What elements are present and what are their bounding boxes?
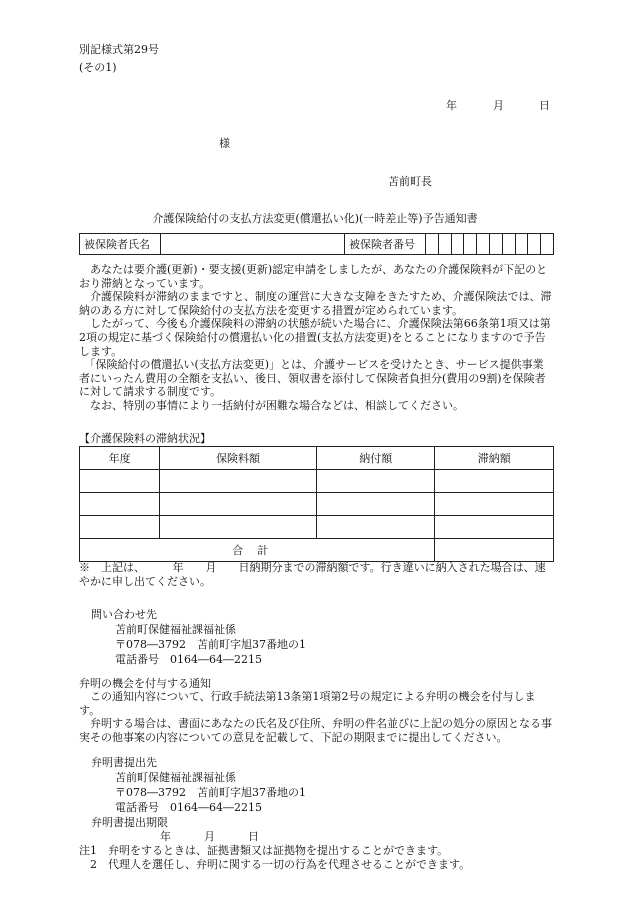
table-row xyxy=(80,516,554,539)
total-row xyxy=(80,539,554,562)
arrears-section-title: 【介護保険料の滞納状況】 xyxy=(79,432,211,445)
total-label: 合計 xyxy=(80,539,435,562)
arrears-table xyxy=(79,446,554,562)
deadline-heading: 弁明書提出期限 xyxy=(91,816,168,829)
form-sub-number: (その1) xyxy=(79,61,117,74)
insured-number-field xyxy=(426,234,554,255)
arrears-note: ※ 上記は、 年 月 日納期分までの滞納額です。行き違いに納入された場合は、速やかに申し出てください。 xyxy=(79,561,546,588)
deadline-date: 年 月 日 xyxy=(160,830,259,843)
submit-to-heading: 弁明書提出先 xyxy=(91,756,157,769)
col-arrears-amount: 滞納額 xyxy=(435,447,554,470)
form-number: 別記様式第29号 xyxy=(79,43,159,56)
date-month: 月 xyxy=(493,99,504,112)
table-row xyxy=(80,470,554,493)
col-premium-amount: 保険料額 xyxy=(160,447,317,470)
contact-phone: 電話番号 0164―64―2215 xyxy=(115,653,262,666)
body-text xyxy=(79,263,554,413)
insured-info-table xyxy=(79,233,554,255)
arrears-header-row xyxy=(80,447,554,470)
hearing-paragraph: 弁明する場合は、書面にあなたの氏名及び住所、弁明の件名並びに上記の処分の原因となる事実その他事案の内容についての意見を記載して、下記の期限までに提出してください。 xyxy=(79,717,552,744)
table-row xyxy=(80,493,554,516)
body-paragraph: 「保険給付の償還払い(支払方法変更)」とは、介護サービスを受けたとき、サービス提供事業者にいったん費用の全額を支払い、後日、領収書を添付して保険者負担分(費用の9割)を保険者に対して請求する制度です。 xyxy=(79,358,546,399)
contact-heading: 問い合わせ先 xyxy=(91,608,157,621)
col-paid-amount: 納付額 xyxy=(316,447,435,470)
hearing-heading: 弁明の機会を付与する通知 xyxy=(79,677,211,690)
footnote-2: 2 代理人を選任し、弁明に関する一切の行為を代理させることができます。 xyxy=(79,858,471,871)
footnote-1: 注1 弁明をするときは、証拠書類又は証拠物を提出することができます。 xyxy=(79,844,449,857)
total-value xyxy=(435,539,554,562)
hearing-paragraph: この通知内容について、行政手続法第13条第1項第2号の規定による弁明の機会を付与します。 xyxy=(79,690,536,717)
body-paragraph: あなたは要介護(更新)・要支援(更新)認定申請をしましたが、あなたの介護保険料が下記のとおり滞納となっています。 xyxy=(79,263,548,290)
contact-address: 〒078―3792 苫前町字旭37番地の1 xyxy=(115,638,306,651)
insured-name-label: 被保険者氏名 xyxy=(80,234,161,255)
insured-name-field xyxy=(161,234,345,255)
addressee-suffix: 様 xyxy=(219,137,230,150)
body-paragraph: なお、特別の事情により一括納付が困難な場合などは、相談してください。 xyxy=(79,398,464,412)
contact-office: 苫前町保健福祉課福祉係 xyxy=(115,623,236,636)
body-paragraph: 介護保険料が滞納のままですと、制度の運営に大きな支障をきたすため、介護保険法では、滞納のある方に対して保険給付の支払方法を変更する措置が定められています。 xyxy=(79,290,552,317)
insured-number-label: 被保険者番号 xyxy=(345,234,426,255)
col-fiscal-year: 年度 xyxy=(80,447,160,470)
submit-office: 苫前町保健福祉課福祉係 xyxy=(115,771,236,784)
document-title: 介護保険給付の支払方法変更(償還払い化)(一時差止等)予告通知書 xyxy=(152,212,478,225)
submit-address: 〒078―3792 苫前町字旭37番地の1 xyxy=(115,786,306,799)
date-day: 日 xyxy=(539,99,550,112)
hearing-text xyxy=(79,690,554,744)
submit-phone: 電話番号 0164―64―2215 xyxy=(115,801,262,814)
date-year: 年 xyxy=(446,99,457,112)
body-paragraph: したがって、今後も介護保険料の滞納の状態が続いた場合に、介護保険法第66条第1項又は第2項の規定に基づく保険給付の償還払い化の措置(支払方法変更)をとることになりますので予告します。 xyxy=(79,317,551,358)
issuer: 苫前町長 xyxy=(388,175,432,188)
